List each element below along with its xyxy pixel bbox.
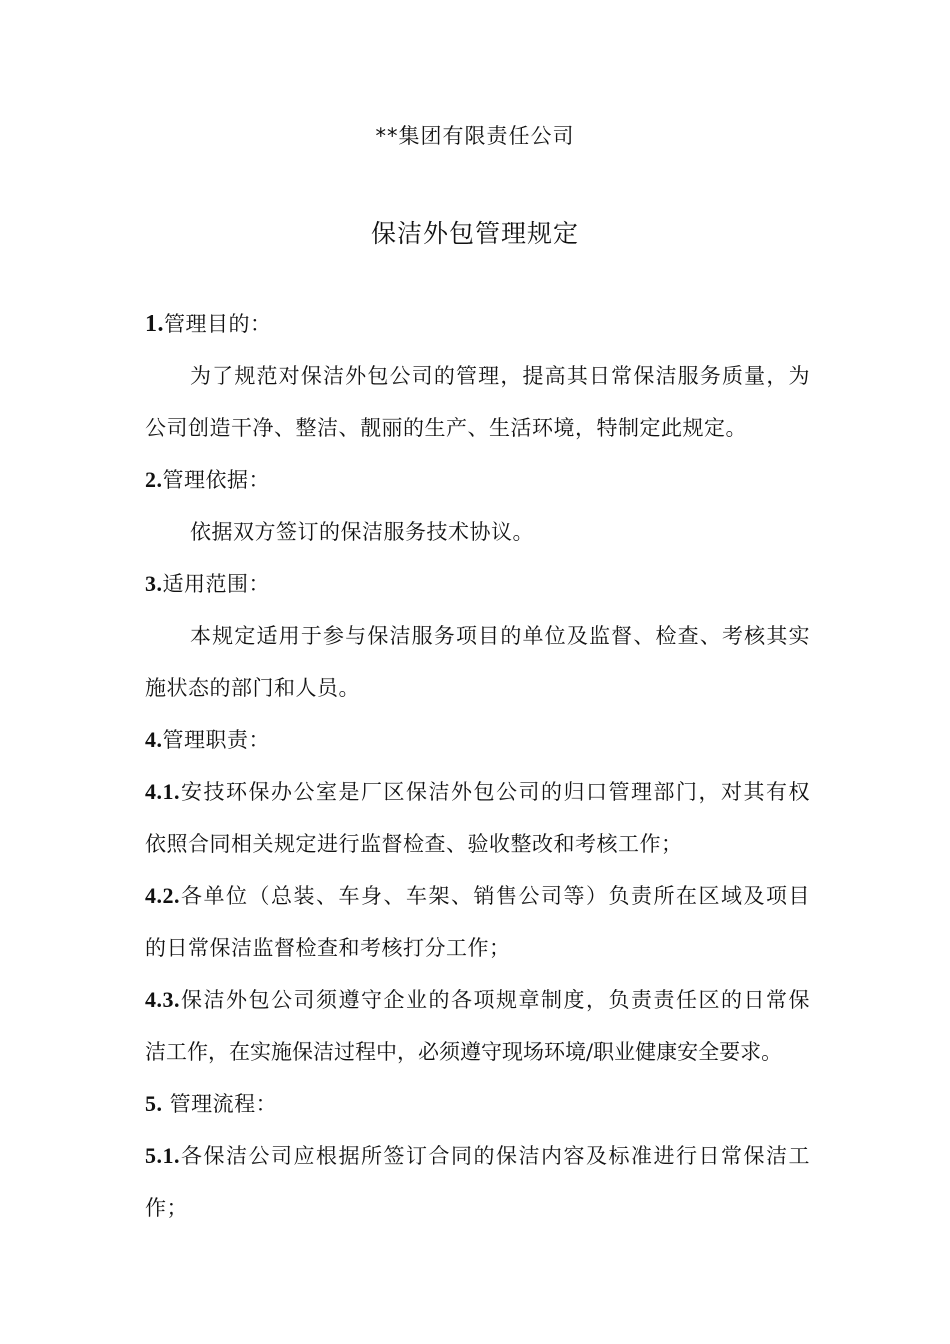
paragraph-line: 的日常保洁监督检查和考核打分工作； [145, 936, 511, 960]
section-title: 管理流程： [162, 1092, 278, 1116]
section-number: 2. [145, 467, 163, 492]
paragraph-line: 依据双方签订的保洁服务技术协议。 [190, 520, 534, 544]
clause-number: 4.3. [145, 987, 180, 1012]
paragraph-line: 为了规范对保洁外包公司的管理，提高其日常保洁服务质量，为 [190, 364, 810, 388]
paragraph-line: 公司创造干净、整洁、靓丽的生产、生活环境，特制定此规定。 [145, 416, 747, 440]
section-number: 1. [145, 311, 164, 337]
company-name: **集团有限责任公司 [375, 124, 575, 148]
section-title: 适用范围： [162, 572, 270, 596]
clause-text: 安技环保办公室是厂区保洁外包公司的归口管理部门，对其有权 [180, 780, 810, 804]
section-number: 5. [145, 1091, 163, 1116]
clause-number: 5.1. [145, 1143, 180, 1168]
section-title: 管理依据： [162, 468, 270, 492]
paragraph-line: 依照合同相关规定进行监督检查、验收整改和考核工作； [145, 832, 683, 856]
section-title: 管理目的： [164, 312, 272, 336]
clause-4-3 [145, 974, 810, 1026]
clause-5-1 [145, 1130, 810, 1182]
clause-text: 各单位（总装、车身、车架、销售公司等）负责所在区域及项目 [180, 884, 810, 908]
section-heading-3 [145, 558, 810, 610]
document-body [145, 298, 810, 1234]
paragraph-line: 施状态的部门和人员。 [145, 676, 360, 700]
clause-4-1 [145, 766, 810, 818]
clause-text: 保洁外包公司须遵守企业的各项规章制度，负责责任区的日常保 [180, 988, 810, 1012]
paragraph-line: 作； [145, 1196, 188, 1220]
section-heading-5 [145, 1078, 810, 1130]
clause-number: 4.2. [145, 883, 180, 908]
section-heading-2 [145, 454, 810, 506]
clause-text: 各保洁公司应根据所签订合同的保洁内容及标准进行日常保洁工 [180, 1144, 810, 1168]
clause-4-2 [145, 870, 810, 922]
section-heading-1 [145, 298, 810, 350]
section-number: 4. [145, 727, 163, 752]
section-number: 3. [145, 571, 163, 596]
section-title: 管理职责： [162, 728, 270, 752]
paragraph-line: 本规定适用于参与保洁服务项目的单位及监督、检查、考核其实 [190, 624, 810, 648]
document-title: 保洁外包管理规定 [370, 219, 579, 248]
section-heading-4 [145, 714, 810, 766]
clause-number: 4.1. [145, 779, 180, 804]
paragraph-line: 洁工作，在实施保洁过程中，必须遵守现场环境/职业健康安全要求。 [145, 1040, 783, 1064]
